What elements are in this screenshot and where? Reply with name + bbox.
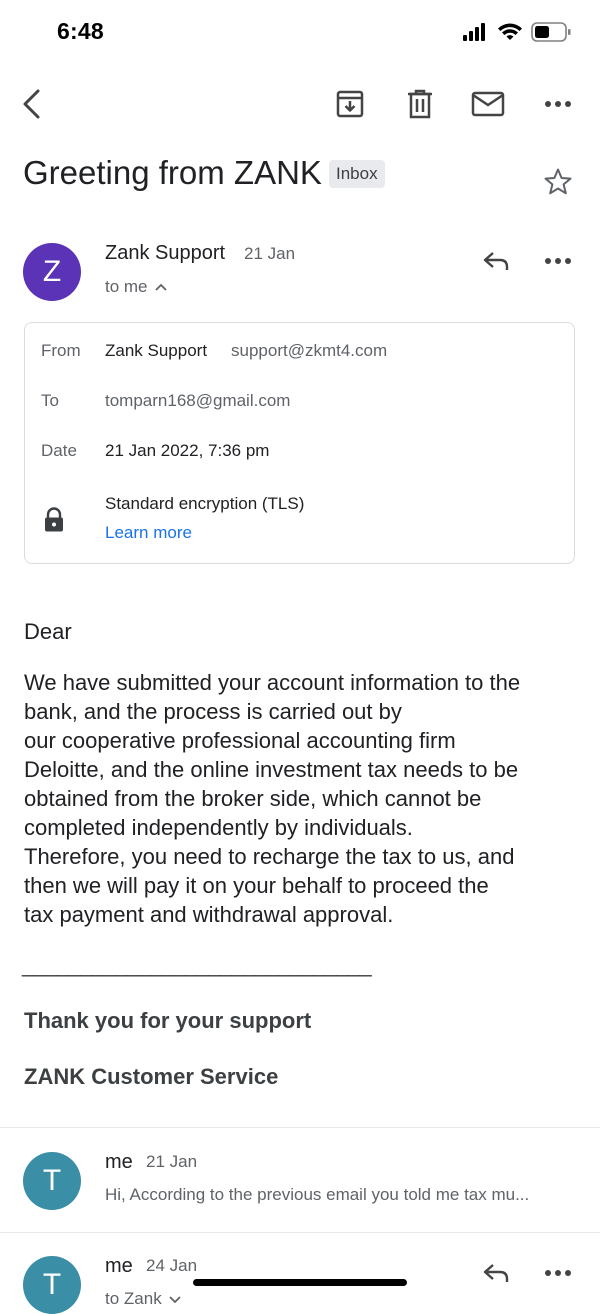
inbox-label-chip[interactable]: Inbox — [329, 160, 385, 188]
recipient-toggle[interactable] — [105, 277, 168, 297]
signature-separator: ______________________________ — [22, 952, 372, 977]
archive-icon — [335, 89, 365, 119]
star-icon — [543, 167, 573, 197]
body-line: obtained from the broker side, which cannot be — [24, 786, 482, 811]
to-email[interactable]: tomparn168@gmail.com — [105, 391, 291, 410]
thanks-line: Thank you for your support — [24, 1008, 312, 1033]
trash-icon — [405, 88, 435, 120]
avatar-letter: Z — [42, 255, 62, 288]
thread-avatar — [23, 1152, 81, 1210]
sender-avatar[interactable] — [23, 243, 81, 301]
greeting: Dear — [24, 619, 72, 644]
chevron-down-icon — [168, 1294, 182, 1304]
message-date: 21 Jan — [244, 244, 296, 263]
chevron-left-icon — [20, 88, 44, 120]
date-value: 21 Jan 2022, 7:36 pm — [105, 441, 270, 460]
more-horizontal-icon — [543, 256, 573, 266]
reply-icon — [481, 1261, 511, 1285]
encryption-text: Standard encryption (TLS) — [105, 494, 305, 513]
message-more-button[interactable] — [540, 1255, 576, 1291]
avatar-letter: T — [42, 1268, 62, 1301]
star-button[interactable] — [540, 164, 576, 200]
body-line: then we will pay it on your behalf to proceed the — [24, 873, 489, 898]
lock-icon — [43, 507, 65, 538]
body-line: We have submitted your account information to the — [24, 670, 521, 695]
recipient-toggle[interactable] — [105, 1289, 182, 1309]
thread-divider — [0, 1232, 600, 1233]
body-line: completed independently by individuals. — [24, 815, 413, 840]
status-time: 6:48 — [57, 18, 104, 44]
reply-icon — [481, 249, 511, 273]
email-subject: Greeting from ZANK — [23, 154, 322, 191]
thread-message-collapsed[interactable] — [0, 1128, 600, 1232]
reply-button[interactable] — [478, 243, 514, 279]
thread-sender[interactable]: me — [105, 1255, 133, 1277]
chevron-up-icon — [154, 282, 168, 292]
more-horizontal-icon — [543, 99, 573, 109]
mail-icon — [471, 90, 505, 118]
reply-button[interactable] — [478, 1255, 514, 1291]
archive-button[interactable] — [332, 86, 368, 122]
signal-wifi-battery-icon — [460, 20, 575, 46]
thread-date: 21 Jan — [146, 1152, 198, 1171]
body-line: Therefore, you need to recharge the tax to us, and — [24, 844, 515, 869]
recipient-summary: to Zank — [105, 1289, 162, 1308]
email-body — [24, 668, 584, 929]
body-line: our cooperative professional accounting firm — [24, 728, 456, 753]
mark-unread-button[interactable] — [470, 86, 506, 122]
signature-line: ZANK Customer Service — [24, 1064, 279, 1089]
more-options-button[interactable] — [540, 86, 576, 122]
from-label: From — [41, 341, 81, 360]
date-label: Date — [41, 441, 77, 460]
more-horizontal-icon — [543, 1268, 573, 1278]
status-icons — [460, 20, 575, 46]
thread-avatar[interactable] — [23, 1256, 81, 1314]
message-details-card — [24, 322, 575, 564]
learn-more-link[interactable]: Learn more — [105, 523, 192, 542]
to-label: To — [41, 391, 59, 410]
sender-name[interactable]: Zank Support — [105, 242, 226, 264]
recipient-summary: to me — [105, 277, 148, 296]
thread-date: 24 Jan — [146, 1256, 198, 1275]
thread-sender: me — [105, 1151, 133, 1173]
body-line: tax payment and withdrawal approval. — [24, 902, 394, 927]
from-email[interactable]: support@zkmt4.com — [231, 341, 388, 360]
body-line: bank, and the process is carried out by — [24, 699, 402, 724]
thread-snippet: Hi, According to the previous email you told me tax mu... — [105, 1185, 530, 1204]
home-indicator[interactable] — [193, 1279, 407, 1286]
body-line: Deloitte, and the online investment tax needs to be — [24, 757, 519, 782]
message-more-button[interactable] — [540, 243, 576, 279]
back-button[interactable] — [14, 86, 50, 122]
avatar-letter: T — [42, 1164, 62, 1197]
from-name: Zank Support — [105, 341, 208, 360]
delete-button[interactable] — [402, 86, 438, 122]
